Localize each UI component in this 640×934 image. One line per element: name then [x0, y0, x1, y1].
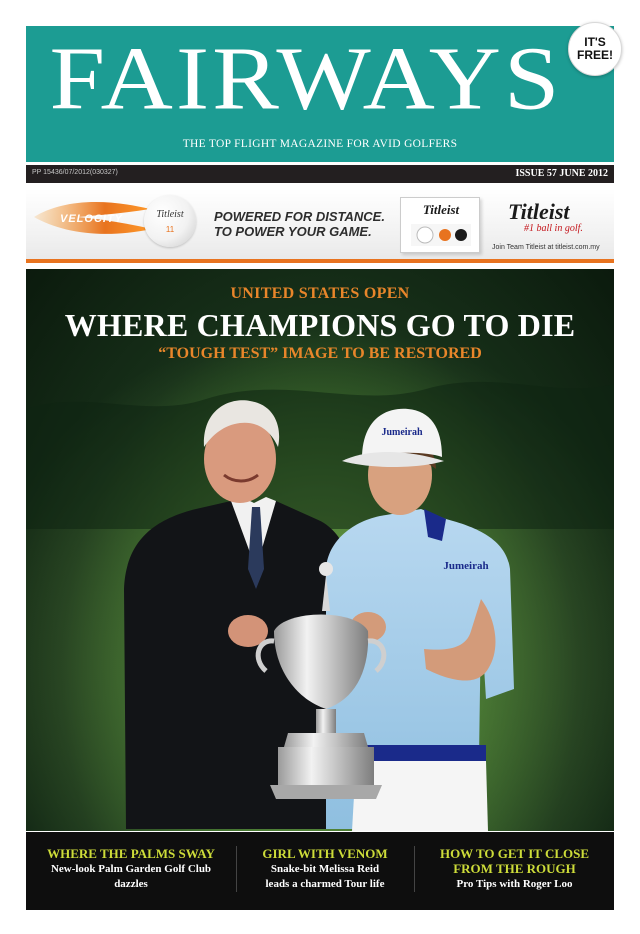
- cover-subheadline: “TOUGH TEST” IMAGE TO BE RESTORED: [158, 345, 482, 362]
- issue-info-strip: [26, 165, 614, 183]
- ad-join-link[interactable]: Join Team Titleist at titleist.com.my: [492, 244, 600, 251]
- badge-line: IT'S: [584, 35, 606, 49]
- teaser-title: HOW TO GET IT CLOSE: [439, 846, 590, 861]
- issue-date: ISSUE 57 JUNE 2012: [515, 168, 608, 179]
- titleist-ad-banner[interactable]: [26, 189, 614, 263]
- teaser-venom[interactable]: [237, 846, 413, 891]
- teaser-text: New-look Palm Garden Golf Club: [50, 863, 212, 875]
- teaser-title: WHERE THE PALMS SWAY: [47, 846, 215, 861]
- cover-photo: [26, 269, 614, 831]
- ad-headline-line1: POWERED FOR DISTANCE.: [214, 209, 385, 224]
- teaser-text: Snake-bit Melissa Reid: [270, 863, 380, 875]
- badge-line: FREE!: [577, 48, 613, 62]
- shirt-logo: Jumeirah: [443, 560, 489, 572]
- ball-brand: Titleist: [156, 209, 184, 220]
- golf-ball-image: [144, 195, 196, 247]
- magazine-cover: [26, 26, 614, 910]
- teaser-text: Pro Tips with Roger Loo: [456, 878, 573, 890]
- ball-box-graphic: [411, 224, 471, 246]
- teaser-text: leads a charmed Tour life: [265, 878, 385, 890]
- ball-number: 11: [165, 225, 175, 234]
- ball-box-brand: Titleist: [422, 202, 460, 217]
- titleist-logo: Titleist: [508, 199, 570, 224]
- teaser-palms[interactable]: [26, 846, 236, 891]
- cap-logo: Jumeirah: [381, 427, 423, 438]
- magazine-tagline: THE TOP FLIGHT MAGAZINE FOR AVID GOLFERS: [182, 138, 458, 150]
- pp-number: PP 15436/07/2012(030327): [32, 169, 118, 176]
- ad-headline-line2: TO POWER YOUR GAME.: [214, 224, 372, 239]
- cover-kicker: UNITED STATES OPEN: [230, 285, 410, 302]
- ad-headline: [214, 209, 385, 239]
- cover-headline: WHERE CHAMPIONS GO TO DIE: [64, 307, 576, 343]
- masthead: [26, 26, 614, 162]
- cover-teasers: [26, 832, 614, 910]
- free-badge: [568, 22, 622, 76]
- magazine-title: FAIRWAYS: [49, 28, 563, 129]
- velocity-wordmark: VELOCITY: [60, 213, 124, 225]
- teaser-rough[interactable]: [415, 846, 614, 891]
- teaser-title: GIRL WITH VENOM: [262, 846, 388, 861]
- ball-box-image: [400, 197, 480, 253]
- ad-slogan: #1 ball in golf.: [524, 223, 583, 234]
- teaser-title: FROM THE ROUGH: [453, 861, 576, 876]
- ad-orange-rule: [26, 259, 614, 263]
- teaser-text: dazzles: [114, 878, 148, 890]
